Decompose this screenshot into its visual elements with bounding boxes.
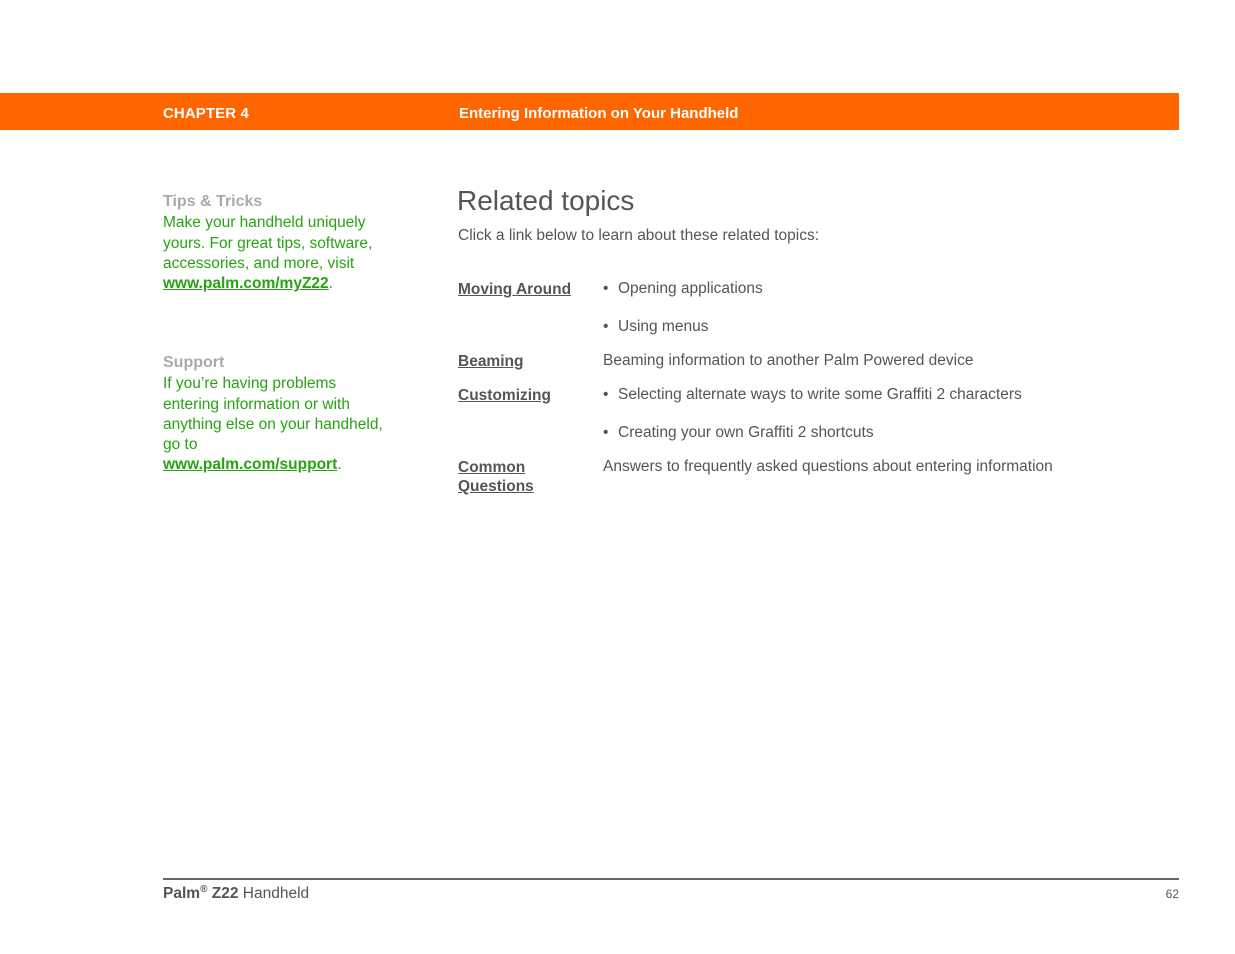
common-questions-line2: Questions [458, 478, 534, 495]
chapter-label: CHAPTER 4 [163, 105, 249, 122]
topic-item-text: Using menus [618, 318, 709, 335]
palm-myz22-link[interactable]: www.palm.com/myZ22 [163, 275, 329, 293]
support-sidebar [163, 353, 393, 476]
common-questions-link[interactable] [458, 458, 534, 496]
page-title: Related topics [457, 185, 635, 216]
bullet: • [603, 424, 609, 441]
intro-text: Click a link below to learn about these related topics: [458, 227, 820, 244]
tips-heading: Tips & Tricks [163, 193, 263, 210]
customizing-link[interactable]: Customizing [458, 387, 551, 404]
footer-brand: Palm [163, 885, 201, 903]
bullet: • [603, 386, 609, 403]
chapter-title: Entering Information on Your Handheld [459, 105, 739, 122]
support-heading: Support [163, 354, 225, 371]
palm-support-link[interactable]: www.palm.com/support [163, 456, 338, 474]
bullet: • [603, 280, 609, 297]
topic-description: Beaming information to another Palm Powered device [603, 352, 974, 369]
topic-item-text: Opening applications [618, 280, 763, 297]
topic-item-text: Creating your own Graffiti 2 shortcuts [618, 424, 874, 441]
support-text: If you’re having problems entering information or with anything else on your handheld, go to [163, 375, 383, 454]
registered-mark: ® [200, 884, 208, 895]
list-item [603, 318, 708, 336]
footer-product-name: Handheld [242, 885, 310, 903]
footer-divider [163, 878, 1179, 880]
support-trailing-period: . [337, 456, 342, 474]
list-item [603, 424, 874, 442]
footer-model: Z22 [211, 885, 239, 903]
page-number: 62 [1165, 887, 1179, 901]
footer-product [163, 884, 309, 903]
list-item [603, 386, 1022, 404]
tips-trailing-period: . [328, 275, 333, 293]
topic-description: Answers to frequently asked questions about entering information [603, 458, 1053, 475]
topic-item-text: Selecting alternate ways to write some Graffiti 2 characters [618, 386, 1022, 403]
bullet: • [603, 318, 609, 335]
beaming-link[interactable]: Beaming [458, 353, 524, 370]
moving-around-link[interactable]: Moving Around [458, 281, 572, 298]
tips-text: Make your handheld uniquely yours. For great tips, software, accessories, and more, visit [163, 214, 373, 272]
list-item [603, 280, 763, 298]
common-questions-line1: Common [458, 459, 526, 476]
tips-sidebar [163, 192, 393, 294]
